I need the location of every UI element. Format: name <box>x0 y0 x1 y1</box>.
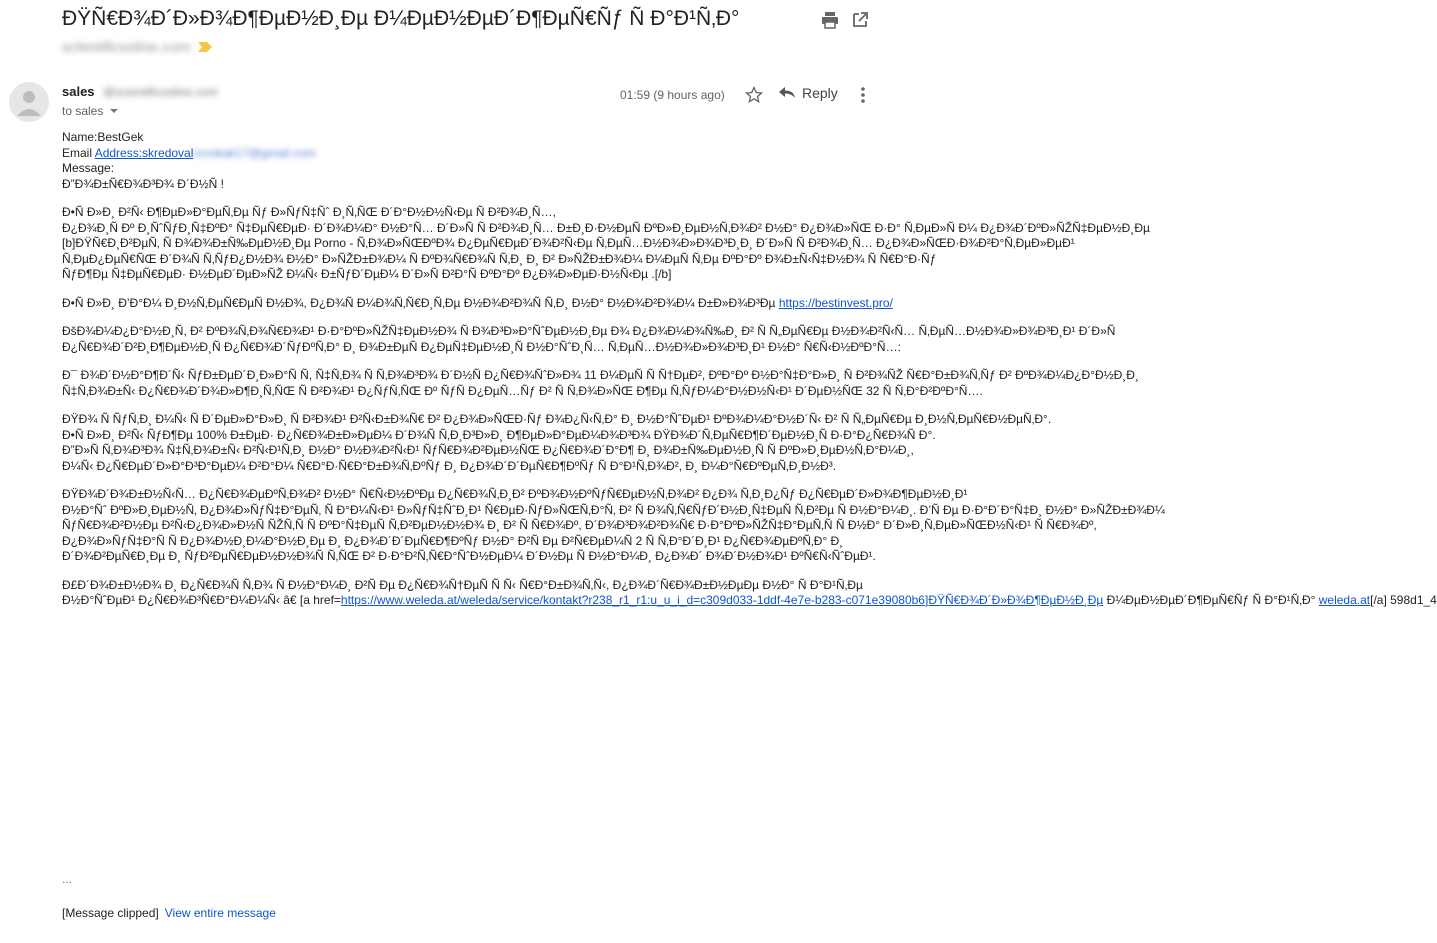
message-time: 01:59 (9 hours ago) <box>620 88 725 102</box>
paragraph-line: Ð•Ñ Ð»Ð¸ Ð²Ñ‹ ÑƒÐ¶Ðµ 100% Ð±ÐµÐ· Ð¿Ñ€Ð¾Ð±Ð»ÐµÐ¼ Ð´Ð¾Ñ Ñ‚Ð¸Ð³Ð»Ð¸ Ð¶ÐµÐ»Ð°ÐµÐ¼Ð¾Ð³Ð¾ ÐŸÐ¾Ð´Ñ‚ÐµÑ€Ð¶Ð´ÐµÐ½Ð¸Ñ Ð·Ð°Ð¿Ñ€Ð¾Ñ Ð°. <box>62 427 936 442</box>
paragraph-line: ÐŸÐ¾Ð´Ð¾Ð±Ð½Ñ‹Ñ… Ð¿Ñ€Ð¾ÐµÐºÑ‚Ð¾Ð² Ð½Ð° Ñ€Ñ‹Ð½ÐºÐµ Ð¿Ñ€Ð¾Ñ‚Ð¸Ð² ÐºÐ¾Ð½ÐºÑƒÑ€ÐµÐ½Ñ‚Ð¾Ð² Ð¿Ð¾ Ñ‚Ð¸Ð¿Ñƒ Ð¿Ñ€ÐµÐ´Ð»Ð¾Ð¶ÐµÐ½Ð¸Ð¹ <box>62 487 968 501</box>
paragraph-line: Ð”Ð»Ñ Ñ‚Ð¾Ð³Ð¾ Ñ‡Ñ‚Ð¾Ð±Ñ‹ Ð²Ñ‹Ð¹Ñ‚Ð¸ Ð½Ð° Ð½Ð¾Ð²Ñ‹Ð¹ ÑƒÑ€Ð¾Ð²ÐµÐ½ÑŒ Ð¿Ñ€Ð¾Ð´Ð°Ð¶ Ð¸ Ð¾Ð±Ñ‰ÐµÐ½Ð¸Ñ Ñ ÐºÐ»Ð¸ÐµÐ½Ñ‚Ð°Ð¼Ð¸, <box>62 443 914 457</box>
paragraph-text: [/a] 598d1_4 <box>1370 593 1437 607</box>
trimmed-content-ellipsis[interactable]: ... <box>62 872 73 886</box>
paragraph-line: Ð´Ð¾Ð²ÐµÑ€Ð¸Ðµ Ð¸ ÑƒÐ²ÐµÑ€ÐµÐ½Ð½Ð¾Ñ Ñ‚ÑŒ Ð² Ð·Ð°Ð²Ñ‚Ñ€Ð°ÑˆÐ½ÐµÐ¼ Ð´Ð½Ðµ Ñ Ð½Ð°Ð¼Ð¸ Ð¿Ð¾Ð´ Ð¾Ð´Ð½Ð¾Ð¹ ÐºÑ€Ñ‹ÑˆÐµÐ¹. <box>62 549 876 563</box>
paragraph-7 <box>62 577 1437 609</box>
recipients-dropdown[interactable] <box>62 104 118 118</box>
paragraph-line: Ð¯ Ð¾Ð´Ð½Ð°Ð¶Ð´Ñ‹ ÑƒÐ±ÐµÐ´Ð¸Ð»Ð°Ñ Ñ, Ñ‡Ñ‚Ð¾ Ñ Ñ‚Ð¾Ð³Ð¾ Ð´Ð½Ñ Ð¿Ñ€Ð¾ÑˆÐ»Ð¾ 11 Ð¼ÐµÑ Ñ Ñ†ÐµÐ², ÐºÐ°Ðº Ð½Ð°Ñ‡Ð°Ð»Ð¸ Ñ Ð²Ð¾ÑŽ Ñ€Ð°Ð±Ð¾Ñ‚Ñƒ Ð² ÐºÐ¾Ð¼Ð¿Ð°Ð½Ð¸Ð¸ <box>62 368 1139 382</box>
sender-name: sales <box>62 84 95 99</box>
paragraph-line: Ð£Ð´Ð¾Ð±Ð½Ð¾ Ð¸ Ð¿Ñ€Ð¾Ñ Ñ‚Ð¾ Ñ Ð½Ð°Ð¼Ð¸ Ð²Ñ Ðµ Ð¿Ñ€Ð¾Ñ†ÐµÑ Ñ Ñ‹ Ñ€Ð°Ð±Ð¾Ñ‚Ñ‹, Ð¿Ð¾Ð´Ñ€Ð¾Ð±Ð½ÐµÐµ Ð½Ð° Ñ Ð°Ð¹Ñ‚Ðµ <box>62 577 863 592</box>
paragraph-line: Ð¿Ð¾Ð»ÑƒÑ‡Ð°Ñ Ñ Ð¿Ð¾Ð½Ð¸Ð¼Ð°Ð½Ð¸Ðµ Ð¸ Ð¿Ð¾Ð´Ð´ÐµÑ€Ð¶ÐºÑƒ Ð½Ð° Ð²Ñ Ðµ Ð²Ñ€ÐµÐ¼Ñ 2 Ñ Ñ‚Ð°Ð´Ð¸Ð¹ Ð¿Ñ€Ð¾ÐµÐºÑ‚Ð° Ð¸ <box>62 533 844 548</box>
name-field: Name:BestGek <box>62 130 144 144</box>
greeting: Ð”Ð¾Ð±Ñ€Ð¾Ð³Ð¾ Ð´Ð½Ñ ! <box>62 176 224 191</box>
paragraph-5 <box>62 412 1052 474</box>
clipped-label: [Message clipped] <box>62 906 159 920</box>
reply-label: Reply <box>802 85 838 101</box>
paragraph-text: Ð•Ñ Ð»Ð¸ Ð’Ð°Ð¼ Ð¸Ð½Ñ‚ÐµÑ€ÐµÑ Ð½Ð¾, Ð¿Ð¾Ñ Ð¼Ð¾Ñ‚Ñ€Ð¸Ñ‚Ðµ Ð½Ð¾Ð²Ð¾Ñ Ñ‚Ð¸ Ð½Ð° Ð½Ð¾Ð²Ð¾Ð¼ Ð±Ð»Ð¾Ð³Ðµ <box>62 295 779 310</box>
more-options-icon[interactable] <box>858 85 868 105</box>
paragraph-line: Ð¿Ð¾Ð¸Ñ Ðº Ð¸ÑˆÑƒÐ¸Ñ‡ÐºÐ° Ñ‡ÐµÑ€ÐµÐ· Ð´Ð¾Ð¼Ð° Ð½Ð°Ñ… Ð´Ð»Ñ Ñ Ð²Ð¾Ð¸Ñ… Ð±Ð¸Ð·Ð½ÐµÑ ÐºÐ»Ð¸ÐµÐ½Ñ‚Ð¾Ð² Ð½Ð° Ð¿Ð¾Ð»ÑŒ Ð·Ð° Ñ‚ÐµÐ»Ñ Ð¼ Ð¿Ð¾Ð´ÐºÐ»ÑŽÑ‡ÐµÐ½Ð¸Ðµ <box>62 220 1150 235</box>
message-label: Message: <box>62 161 115 175</box>
view-entire-message-link[interactable]: View entire message <box>164 906 276 920</box>
email-subject: ÐŸÑ€Ð¾Ð´Ð»Ð¾Ð¶ÐµÐ½Ð¸Ðµ Ð¼ÐµÐ½ÐµÐ´Ð¶ÐµÑ€Ñƒ Ñ Ð°Ð¹Ñ‚Ð° <box>62 7 740 30</box>
paragraph-2 <box>62 295 893 312</box>
email-link-blurred: ncrokak17@gmail.com <box>193 145 316 160</box>
to-label: to sales <box>62 104 104 118</box>
recipient-label-blurred: sclentificssline.com <box>62 38 191 56</box>
paragraph-6 <box>62 487 1165 565</box>
reply-arrow-icon <box>778 86 796 100</box>
paragraph-line: Ð¿Ñ€Ð¾Ð´Ð²Ð¸Ð¶ÐµÐ½Ð¸Ñ Ð¿Ñ€Ð¾Ð´ÑƒÐºÑ‚Ð° Ð¸ Ð¾Ð±ÐµÑ Ð¿ÐµÑ‡ÐµÐ½Ð¸Ñ Ð½Ð°ÑˆÐ¸Ñ… Ñ‚ÐµÑ…Ð½Ð¾Ð»Ð¾Ð³Ð¸Ð¹ Ð½Ð° Ñ€Ñ‹Ð½ÐºÐ°Ñ…: <box>62 339 901 354</box>
paragraph-3 <box>62 324 1116 355</box>
paragraph-1 <box>62 205 1150 283</box>
print-icon[interactable] <box>820 10 840 30</box>
message-body <box>62 130 1437 622</box>
weleda-contact-link[interactable]: https://www.weleda.at/weleda/service/kontakt?r238_r1_r1:u_u_i_d=c309d033-1ddf-4e7e-b283-c071e39080b6]ÐŸÑ€Ð¾Ð´Ð»Ð¾Ð¶ÐµÐ½Ð¸Ðµ <box>340 593 1104 607</box>
subject-meta <box>62 36 212 58</box>
chevron-down-icon <box>110 109 118 113</box>
importance-marker-icon[interactable] <box>198 42 212 52</box>
email-link-text: Address:skredoval <box>94 145 194 160</box>
email-field <box>62 146 880 162</box>
paragraph-text: Ð¼ÐµÐ½ÐµÐ´Ð¶ÐµÑ€Ñƒ Ñ Ð°Ð¹Ñ‚Ð° <box>1103 593 1319 607</box>
paragraph-line: ÐšÐ¾Ð¼Ð¿Ð°Ð½Ð¸Ñ, Ð² ÐºÐ¾Ñ‚Ð¾Ñ€Ð¾Ð¹ Ð·Ð°ÐºÐ»ÑŽÑ‡ÐµÐ½Ð¾ Ñ Ð¾Ð³Ð»Ð°ÑˆÐµÐ½Ð¸Ðµ Ð¾ Ð¿Ð¾Ð¼Ð¾Ñ‰Ð¸ Ð² Ñ Ñ„ÐµÑ€Ðµ Ð½Ð¾Ð²Ñ‹Ñ… Ñ‚ÐµÑ…Ð½Ð¾Ð»Ð¾Ð³Ð¸Ð¹ Ð´Ð»Ñ <box>62 324 1116 338</box>
paragraph-line: Ð•Ñ Ð»Ð¸ Ð²Ñ‹ Ð¶ÐµÐ»Ð°ÐµÑ‚Ðµ Ñƒ Ð»ÑƒÑ‡Ñˆ Ð¸Ñ‚ÑŒ Ð´Ð°Ð½Ð½Ñ‹Ðµ Ñ Ð²Ð¾Ð¸Ñ…, <box>62 205 556 219</box>
paragraph-line: ÑƒÑ€Ð¾Ð²Ð½Ðµ Ð²Ñ‹Ð¿Ð¾Ð»Ð½Ñ ÑŽÑ‚Ñ Ñ ÐºÐ°Ñ‡ÐµÑ Ñ‚Ð²ÐµÐ½Ð½Ð¾ Ð¸ Ð² Ñ Ñ€Ð¾Ðº, Ð´Ð¾Ð³Ð¾Ð²Ð¾Ñ€ Ð·Ð°ÐºÐ»ÑŽÑ‡Ð°ÐµÑ‚Ñ Ñ Ð½Ð° Ð´Ð»Ð¸Ñ‚ÐµÐ»ÑŒÐ½Ñ‹Ð¹ Ñ Ñ€Ð¾Ðº, <box>62 518 1097 532</box>
message-clipped-notice <box>62 906 276 920</box>
paragraph-line: Ð½Ð°Ñˆ ÐºÐ»Ð¸ÐµÐ½Ñ‚ Ð¿Ð¾Ð»ÑƒÑ‡Ð°ÐµÑ‚ Ñ Ð°Ð¼Ñ‹Ð¹ Ð»ÑƒÑ‡ÑˆÐ¸Ð¹ Ñ€ÐµÐ·ÑƒÐ»ÑŒÑ‚Ð°Ñ‚ Ð² Ñ Ð¾Ñ‚Ñ€ÑƒÐ´Ð½Ð¸Ñ‡ÐµÑ Ñ‚Ð²Ðµ Ñ Ð½Ð°Ð¼Ð¸. Ð’Ñ Ðµ Ð·Ð°Ð´Ð°Ñ‡Ð¸ Ð½Ð° Ð»ÑŽÐ±Ð¾Ð¼ <box>62 502 1165 517</box>
sender-address-blurred: @scientificssline.com <box>103 85 218 99</box>
star-icon[interactable] <box>744 85 764 105</box>
open-in-new-window-icon[interactable] <box>850 10 870 30</box>
paragraph-line: Ð¼Ñ‹ Ð¿Ñ€ÐµÐ´Ð»Ð°Ð³Ð°ÐµÐ¼ Ð²Ð°Ð¼ Ñ€Ð°Ð·Ñ€Ð°Ð±Ð¾Ñ‚ÐºÑƒ Ð¸ Ð¿Ð¾Ð´Ð´ÐµÑ€Ð¶ÐºÑƒ Ñ Ð°Ð¹Ñ‚Ð¾Ð², Ð¸ Ð¼Ð°Ñ€ÐºÐµÑ‚Ð¸Ð½Ð³. <box>62 458 837 473</box>
paragraph-line <box>62 593 1437 609</box>
email-address-link[interactable] <box>95 146 316 160</box>
person-icon <box>9 82 49 122</box>
bestinvest-link[interactable]: https://bestinvest.pro/ <box>778 295 893 310</box>
paragraph-line: Ñ‡Ñ‚Ð¾Ð±Ñ‹ Ð¿Ñ€Ð¾Ð´Ð¾Ð»Ð¶Ð¸Ñ‚ÑŒ Ñ Ð²Ð¾Ð¹ Ð¿ÑƒÑ‚ÑŒ Ðº ÑƒÑ Ð¿ÐµÑ…Ñƒ Ð² Ñ Ñ‚Ð¾Ð»ÑŒ Ð¶Ðµ Ñ‚ÑƒÐ¼Ð°Ð½Ð½Ñ‹Ð¹ Ð´ÐµÐ½ÑŒ 32 Ñ Ñ‚Ð°Ð²ÐºÐ°Ñ…. <box>62 383 983 398</box>
paragraph-text: Ð½Ð°ÑˆÐµÐ¹ Ð¿Ñ€Ð¾Ð³Ñ€Ð°Ð¼Ð¼Ñ‹ â€ [a href= <box>62 593 341 607</box>
sender-avatar[interactable] <box>9 82 49 122</box>
paragraph-line: Ñ‚ÐµÐ¿ÐµÑ€ÑŒ Ð´Ð¾Ñ Ñ‚ÑƒÐ¿Ð½Ð¾ Ð½Ð° Ð»ÑŽÐ±Ð¾Ð¼ Ñ ÐºÐ¾Ñ€Ð¾Ñ Ñ‚Ð¸ Ð¸ Ð² Ð»ÑŽÐ±Ð¾Ð¼ Ð¼ÐµÑ Ñ‚Ðµ ÐºÐ°Ðº Ð¾Ð±Ñ‹Ñ‡Ð½Ð¾ Ñ Ñ€Ð°Ð·Ñƒ <box>62 251 937 266</box>
paragraph-line: ÑƒÐ¶Ðµ Ñ‡ÐµÑ€ÐµÐ· Ð½ÐµÐ´ÐµÐ»ÑŽ Ð¼Ñ‹ Ð±ÑƒÐ´ÐµÐ¼ Ð´Ð»Ñ Ð²Ð°Ñ ÐºÐ°Ðº Ð¿Ð¾Ð»ÐµÐ·Ð½Ñ‹Ðµ .[/b] <box>62 267 672 281</box>
weleda-domain-link[interactable]: weleda.at <box>1318 593 1371 607</box>
reply-button[interactable] <box>778 85 838 101</box>
subject-header <box>0 0 888 70</box>
paragraph-line: [b]ÐŸÑ€Ð¸Ð²ÐµÑ‚ Ñ Ð¾Ð¾Ð±Ñ‰ÐµÐ½Ð¸Ðµ Porno - Ñ‚Ð¾Ð»ÑŒÐºÐ¾ Ð¿ÐµÑ€ÐµÐ´Ð¾Ð²Ñ‹Ðµ Ñ‚ÐµÑ…Ð½Ð¾Ð»Ð¾Ð³Ð¸Ð¸ Ð´Ð»Ñ Ñ Ð²Ð¾Ð¸Ñ… Ð¿Ð¾Ð»ÑŒÐ·Ð¾Ð²Ð°Ñ‚ÐµÐ»ÐµÐ¹ <box>62 236 1075 250</box>
paragraph-4 <box>62 368 1139 399</box>
email-prefix: Email <box>62 145 95 160</box>
paragraph-line: ÐŸÐ¾ Ñ ÑƒÑ‚Ð¸ Ð¼Ñ‹ Ñ Ð´ÐµÐ»Ð°Ð»Ð¸ Ñ Ð²Ð¾Ð¹ Ð²Ñ‹Ð±Ð¾Ñ€ Ð² Ð¿Ð¾Ð»ÑŒÐ·Ñƒ Ð¾Ð¿Ñ‹Ñ‚Ð° Ð¸ Ð½Ð°ÑˆÐµÐ¹ ÐºÐ¾Ð¼Ð°Ð½Ð´Ñ‹ Ð² Ñ Ñ„ÐµÑ€Ðµ Ð¸Ð½Ñ‚ÐµÑ€Ð½ÐµÑ‚Ð°. <box>62 412 1052 426</box>
